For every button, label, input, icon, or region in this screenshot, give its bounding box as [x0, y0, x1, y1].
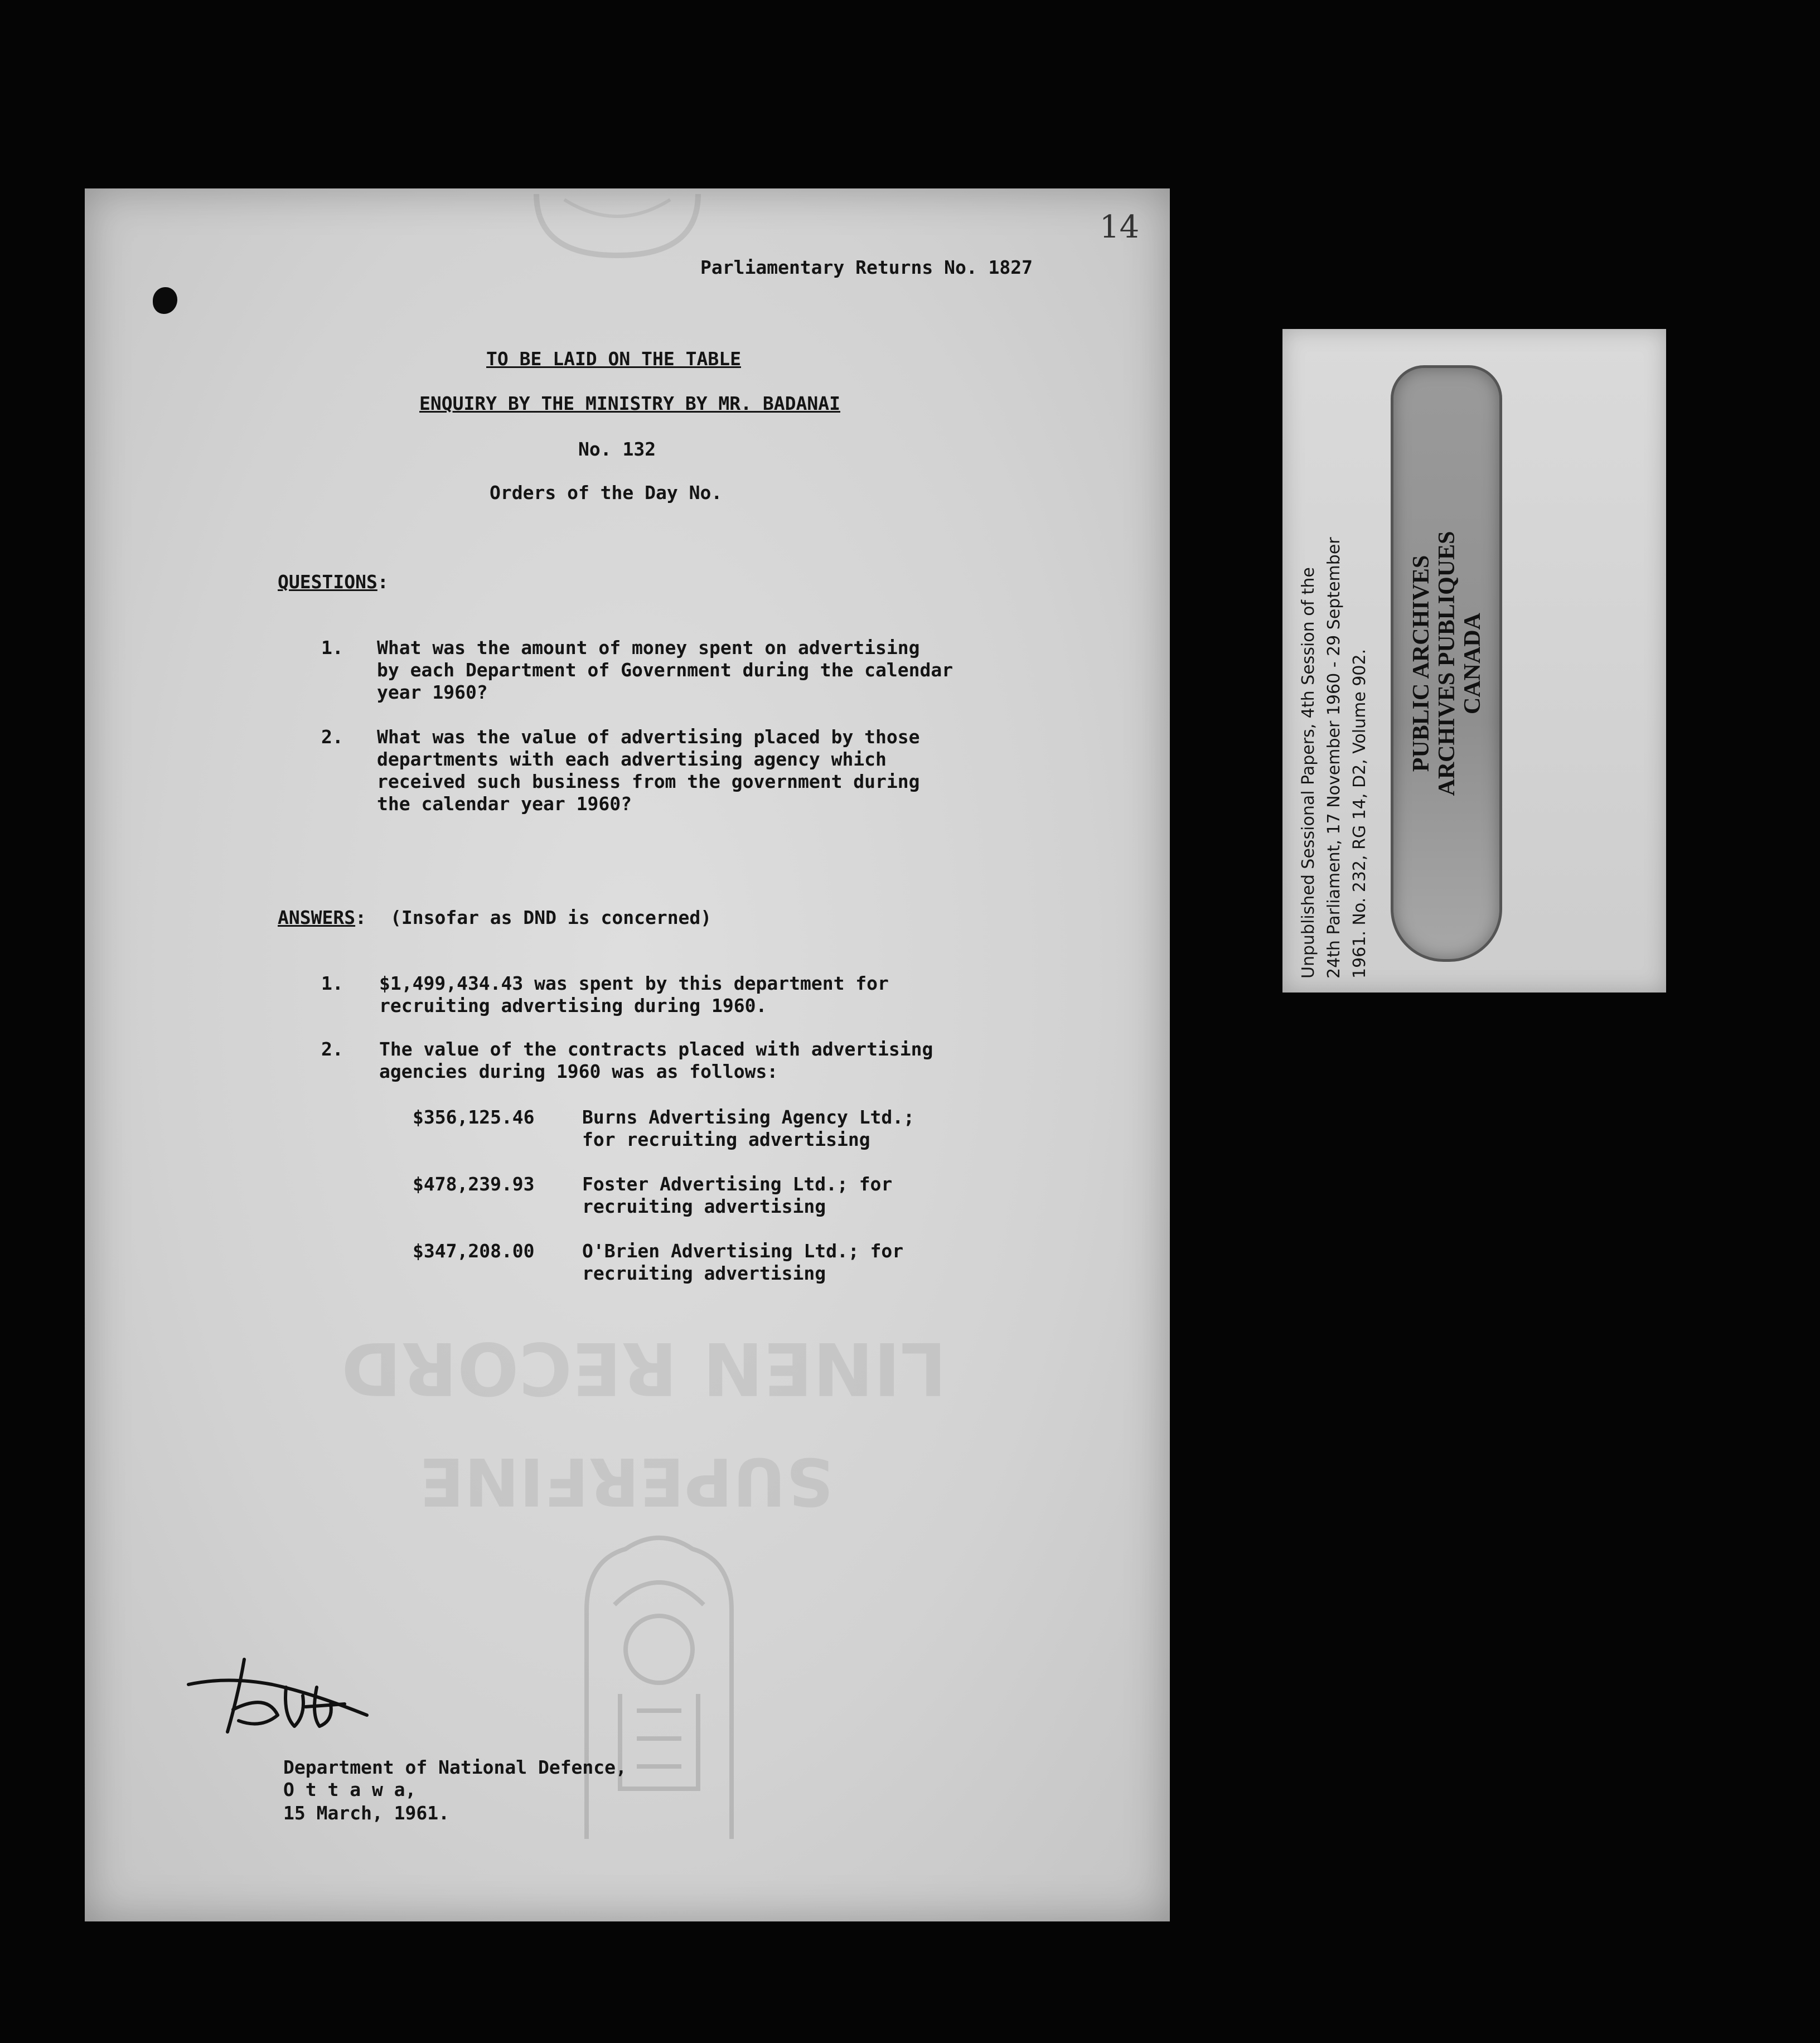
answers-qualifier: (Insofar as DND is concerned) — [390, 907, 712, 928]
return-number: Parliamentary Returns No. 1827 — [700, 256, 1033, 278]
stamp-line: PUBLIC ARCHIVES — [1408, 555, 1434, 772]
question-1-line: by each Department of Government during the calendar — [377, 659, 953, 681]
watermark-linen-record: LINEN RECORD — [341, 1326, 947, 1411]
watermark-crest — [553, 1527, 765, 1844]
questions-label-colon: : — [377, 571, 389, 593]
contract-agency-line: O'Brien Advertising Ltd.; for — [582, 1240, 904, 1262]
answer-1-line: recruiting advertising during 1960. — [379, 995, 767, 1016]
contract-amount: $478,239.93 — [413, 1173, 535, 1195]
question-2-line: departments with each advertising agency which — [377, 748, 887, 770]
answers-label: ANSWERS — [278, 907, 356, 928]
footer-city: O t t a w a, — [283, 1779, 417, 1800]
watermark-seal-top — [525, 188, 709, 261]
contract-agency-line: Foster Advertising Ltd.; for — [582, 1173, 893, 1195]
archive-label-content — [1296, 343, 1653, 979]
archive-caption-line: Unpublished Sessional Papers, 4th Session of the — [1299, 567, 1318, 979]
watermark-superfine: SUPERFINE — [419, 1443, 834, 1520]
stamp-line: ARCHIVES PUBLIQUES — [1434, 531, 1460, 796]
question-2-number: 2. — [321, 726, 343, 748]
answers-heading — [278, 907, 366, 929]
answer-2-line: The value of the contracts placed with advertising — [379, 1038, 933, 1060]
contract-amount: $356,125.46 — [413, 1106, 535, 1128]
ink-blot — [153, 287, 177, 314]
contract-agency-line: recruiting advertising — [582, 1195, 826, 1217]
contract-agency-line: recruiting advertising — [582, 1262, 826, 1284]
questions-heading — [278, 571, 389, 593]
stamp-line: CANADA — [1460, 613, 1485, 714]
question-1-number: 1. — [321, 637, 343, 659]
question-1-line: year 1960? — [377, 681, 488, 703]
archive-caption — [1296, 537, 1373, 979]
answer-1-line: $1,499,434.43 was spent by this department for — [379, 972, 889, 994]
contract-agency-line: for recruiting advertising — [582, 1129, 870, 1150]
orders-of-the-day: Orders of the Day No. — [490, 482, 723, 504]
answer-2-number: 2. — [321, 1038, 343, 1060]
contract-agency-line: Burns Advertising Agency Ltd.; — [582, 1106, 915, 1128]
footer-date: 15 March, 1961. — [283, 1802, 450, 1824]
answer-2-line: agencies during 1960 was as follows: — [379, 1061, 778, 1082]
heading-enquiry: ENQUIRY BY THE MINISTRY BY MR. BADANAI — [419, 393, 840, 414]
question-2-line: What was the value of advertising placed by those — [377, 726, 920, 748]
enquiry-number: No. 132 — [578, 438, 656, 460]
archive-caption-line: 24th Parliament, 17 November 1960 - 29 September — [1324, 537, 1344, 979]
question-2-line: the calendar year 1960? — [377, 793, 632, 815]
document-page — [85, 188, 1170, 1921]
contract-amount: $347,208.00 — [413, 1240, 535, 1262]
answers-label-colon: : — [355, 907, 366, 928]
questions-label: QUESTIONS — [278, 571, 377, 593]
footer-department: Department of National Defence, — [283, 1756, 627, 1778]
signature — [183, 1654, 372, 1743]
archives-stamp — [1391, 365, 1502, 962]
question-1-line: What was the amount of money spent on advertising — [377, 637, 920, 659]
archive-label-card — [1282, 329, 1666, 993]
archive-caption-line: 1961. No. 232, RG 14, D2, Volume 902. — [1350, 648, 1369, 979]
heading-table: TO BE LAID ON THE TABLE — [486, 348, 741, 370]
page-number: 14 — [1100, 209, 1140, 245]
answer-1-number: 1. — [321, 972, 343, 994]
question-2-line: received such business from the government during — [377, 771, 920, 792]
